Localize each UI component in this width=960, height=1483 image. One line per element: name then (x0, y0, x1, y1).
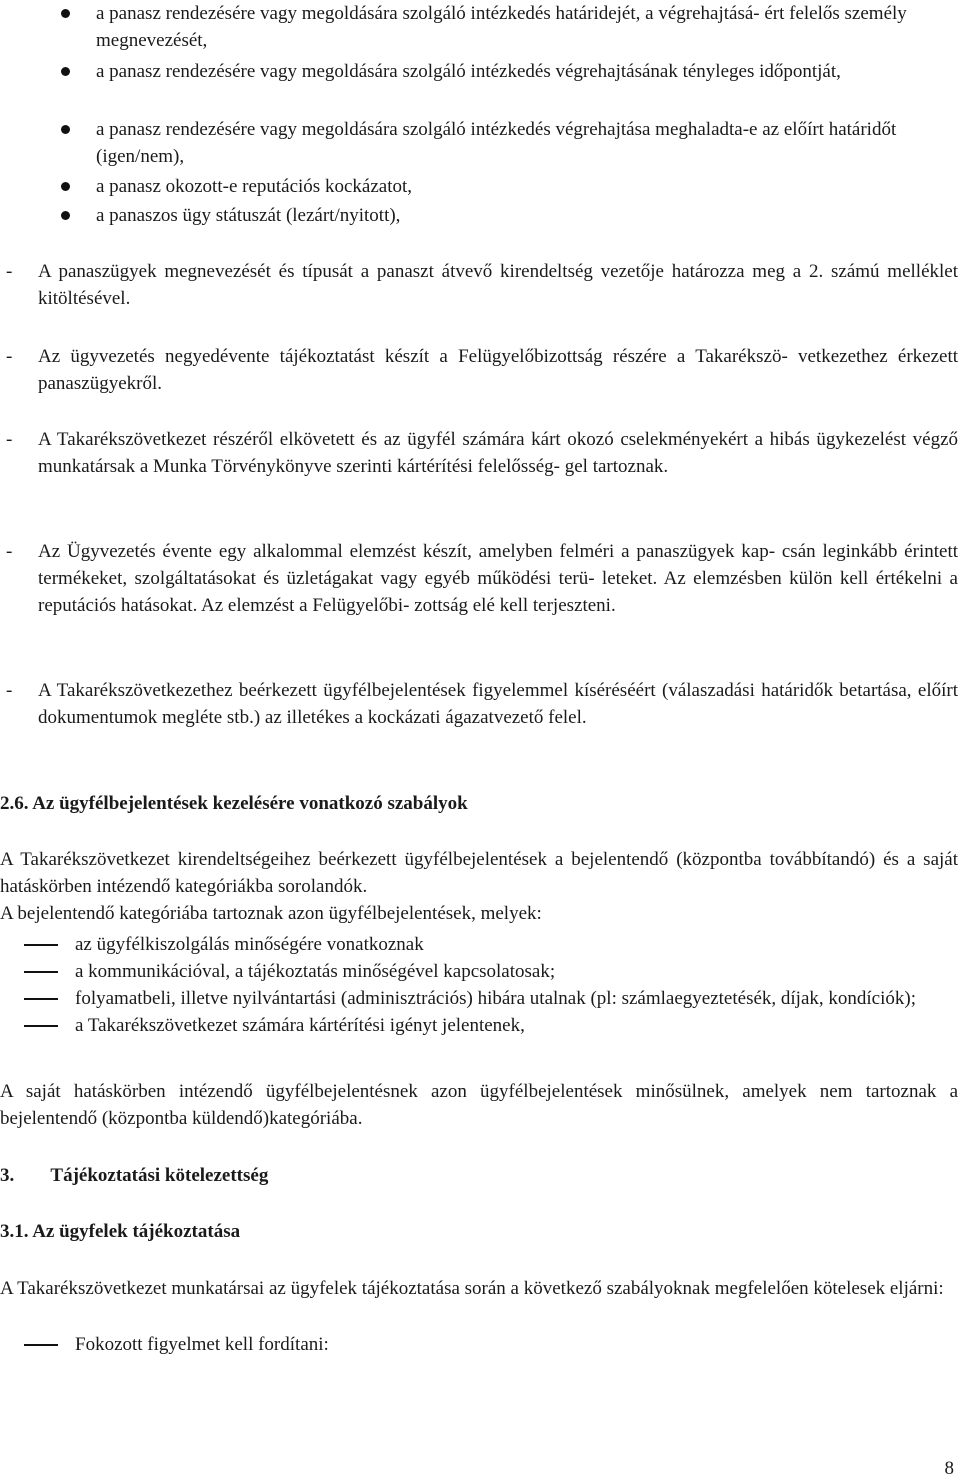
bullet-dot-icon (61, 182, 70, 191)
dash-paragraph-text: A Takarékszövetkezet részéről elkövetett és az ügyfél számára kárt okozó cselekményekért a hibás ügykezelést végző munkatársak a Munka Törvénykönyve szerinti kártérítési felelősség- gel tartoznak. (38, 429, 958, 477)
list-item-text: a kommunikációval, a tájékoztatás minőségével kapcsolatosak; (75, 961, 556, 982)
section-number: 3.1. (0, 1221, 29, 1242)
bullet-text: a panaszos ügy státuszát (lezárt/nyitott), (96, 205, 401, 226)
list-item-text: a Takarékszövetkezet számára kártérítési igényt jelentenek, (75, 1015, 525, 1036)
section-2-6-closing (0, 1078, 958, 1132)
dash-paragraph (0, 538, 958, 619)
paragraph: A saját hatáskörben intézendő ügyfélbejelentésnek azon ügyfélbejelentések minősülnek, amelyek nem tartoznak a bejelentendő (központba küldendő)kategóriába. (0, 1081, 958, 1129)
dash-mark: - (6, 541, 13, 562)
dash-mark: - (6, 346, 13, 367)
dash-paragraph (0, 677, 958, 731)
bullet-item (0, 0, 960, 54)
paragraph: A bejelentendő kategóriába tartoznak azon ügyfélbejelentések, melyek: (0, 903, 542, 924)
bullet-text: a panasz rendezésére vagy megoldására szolgáló intézkedés végrehajtásának tényleges időpontját, (96, 61, 841, 82)
dash-icon (24, 971, 58, 973)
page-number: 8 (944, 1458, 954, 1479)
list-item (0, 958, 958, 985)
attention-list (0, 1331, 958, 1358)
section-title: Az ügyfelek tájékoztatása (32, 1221, 241, 1242)
section-heading-2-6 (0, 790, 468, 817)
list-item (0, 985, 958, 1012)
dash-mark: - (6, 429, 13, 450)
bullet-dot-icon (61, 9, 70, 18)
bullet-text: a panasz okozott-e reputációs kockázatot, (96, 176, 412, 197)
dash-icon (24, 998, 58, 1000)
list-item-text: Fokozott figyelmet kell fordítani: (75, 1334, 329, 1355)
dash-mark: - (6, 680, 13, 701)
bullet-item (0, 202, 960, 229)
bullet-dot-icon (61, 67, 70, 76)
paragraph: A Takarékszövetkezet kirendeltségeihez beérkezett ügyfélbejelentések a bejelentendő (központba továbbítandó) és a saját hatáskörben intézendő kategóriákba sorolandók. (0, 849, 958, 897)
bullet-text: a panasz rendezésére vagy megoldására szolgáló intézkedés végrehajtása meghaladta-e az előírt határidőt (igen/nem), (96, 119, 897, 167)
dash-icon (24, 1344, 58, 1346)
list-item-text: folyamatbeli, illetve nyilvántartási (adminisztrációs) hibára utalnak (pl: számlaegyeztetésék, díjak, kondíciók); (75, 988, 916, 1009)
dash-paragraph-text: Az Ügyvezetés évente egy alkalommal elemzést készít, amelyben felméri a panaszügyek kap- csán leginkább érintett termékeket, szolgáltatásokat és üzletágakat vagy egyéb működési terü- leteket. Az elemzésben külön kell értékelni a reputációs hatásokat. Az elemzést a Felügyelőbi- zottság elé kell terjeszteni. (38, 541, 958, 616)
dash-icon (24, 944, 58, 946)
dash-paragraph-text: A Takarékszövetkezethez beérkezett ügyfélbejelentések figyelemmel kíséréséért (válaszadási határidők betartása, előírt dokumentumok megléte stb.) az illetékes a kockázati ágazatvezető felel. (38, 680, 958, 728)
dash-paragraph (0, 258, 958, 312)
section-title: Az ügyfélbejelentések kezelésére vonatkozó szabályok (32, 793, 468, 814)
dash-paragraph (0, 343, 958, 397)
section-title: Tájékoztatási kötelezettség (50, 1165, 269, 1186)
section-number: 3. (0, 1165, 15, 1186)
section-heading-3 (0, 1162, 268, 1189)
dash-mark: - (6, 261, 13, 282)
bullet-text: a panasz rendezésére vagy megoldására szolgáló intézkedés határidejét, a végrehajtásá- ért felelős személy megnevezését, (96, 3, 907, 51)
list-item (0, 1012, 958, 1039)
section-3-1-body (0, 1275, 958, 1302)
list-item-text: az ügyfélkiszolgálás minőségére vonatkoznak (75, 934, 424, 955)
list-item (0, 931, 958, 958)
section-2-6-body (0, 846, 958, 927)
paragraph: A Takarékszövetkezet munkatársai az ügyfelek tájékoztatása során a következő szabályoknak megfelelően kötelesek eljárni: (0, 1278, 944, 1299)
bullet-dot-icon (61, 211, 70, 220)
dash-paragraph-text: A panaszügyek megnevezését és típusát a panaszt átvevő kirendeltség vezetője határozza meg a 2. számú melléklet kitöltésével. (38, 261, 958, 309)
bullet-item (0, 116, 960, 170)
bullet-item (0, 173, 960, 200)
dash-icon (24, 1025, 58, 1027)
section-number: 2.6. (0, 793, 29, 814)
bullet-item (0, 58, 960, 85)
list-item (0, 1331, 958, 1358)
bullet-dot-icon (61, 125, 70, 134)
dash-paragraph-text: Az ügyvezetés negyedévente tájékoztatást készít a Felügyelőbizottság részére a Takarékszö- vetkezethez érkezett panaszügyekről. (38, 346, 958, 394)
dash-paragraph (0, 426, 958, 480)
section-heading-3-1 (0, 1218, 240, 1245)
category-list (0, 931, 958, 1039)
